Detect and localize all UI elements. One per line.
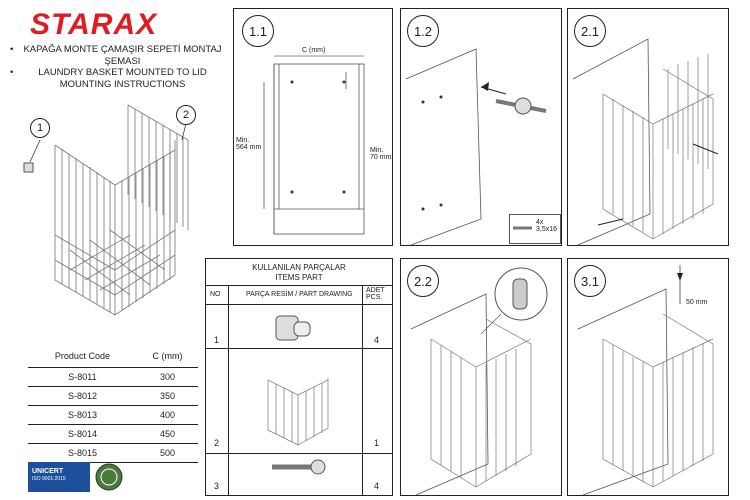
basket-on-door-drawing [568, 9, 728, 245]
final-mounting-drawing [568, 259, 728, 495]
table-row: S-8014 450 [28, 425, 198, 444]
title-tr: • KAPAĞA MONTE ÇAMAŞIR SEPETİ MONTAJ ŞEMASI [10, 44, 225, 67]
step-label: 1.2 [407, 15, 439, 47]
parts-row-3: 3 4 [206, 453, 392, 495]
step-panel-3-1 [567, 258, 729, 496]
brand-logo [30, 8, 157, 42]
product-table [28, 345, 198, 463]
screwdriver-icon [496, 98, 546, 114]
screw-icon [512, 221, 534, 235]
step-label: 3.1 [574, 265, 606, 297]
step-label: 1.1 [242, 15, 274, 47]
door-drawing [401, 9, 561, 245]
knob-icon [274, 308, 314, 346]
parts-header: NO PARÇA RESİM / PART DRAWING ADET PCS. [206, 285, 392, 305]
parts-row-1: 1 4 [206, 303, 392, 349]
step-label: 2.2 [407, 265, 439, 297]
dim-50mm: 50 mm [686, 299, 708, 306]
header-c-mm: C (mm) [137, 345, 198, 368]
cert-badge: UNICERT ISO 9001:2015 [28, 462, 90, 492]
step-panel-1-2 [400, 8, 562, 246]
step-panel-2-2 [400, 258, 562, 496]
screw-icon [270, 455, 330, 479]
step-panel-2-1 [567, 8, 729, 246]
brand-name: STARAX [30, 8, 158, 41]
dim-min-564: Min. 564 mm [236, 137, 262, 151]
cabinet-drawing [234, 9, 392, 245]
table-row: S-8011 300 [28, 368, 198, 387]
header-title-list [10, 44, 225, 90]
callout-2: 2 [176, 105, 196, 125]
step-panel-1-1 [233, 8, 393, 246]
parts-table [205, 258, 393, 496]
callout-1: 1 [30, 118, 50, 138]
cert-seal-icon [94, 462, 124, 492]
basket-on-door-detail [401, 259, 561, 495]
product-table-header [28, 345, 198, 368]
basket-icon [258, 360, 338, 448]
table-row: S-8012 350 [28, 387, 198, 406]
table-row: S-8013 400 [28, 406, 198, 425]
header-product-code: Product Code [28, 345, 137, 368]
title-en: • LAUNDRY BASKET MOUNTED TO LID MOUNTING INSTRUCTIONS [10, 67, 225, 90]
table-row: S-8015 500 [28, 444, 198, 463]
dim-min-70: Min. 70 mm [370, 147, 392, 161]
parts-row-2: 2 1 [206, 348, 392, 454]
step-label: 2.1 [574, 15, 606, 47]
screw-spec-box [509, 214, 561, 244]
screw-spec-text: 4x 3,5x16 [536, 219, 558, 233]
knob-part [24, 163, 33, 172]
parts-title: KULLANILAN PARÇALAR ITEMS PART [252, 263, 346, 282]
dim-c-mm: C (mm) [302, 47, 326, 54]
